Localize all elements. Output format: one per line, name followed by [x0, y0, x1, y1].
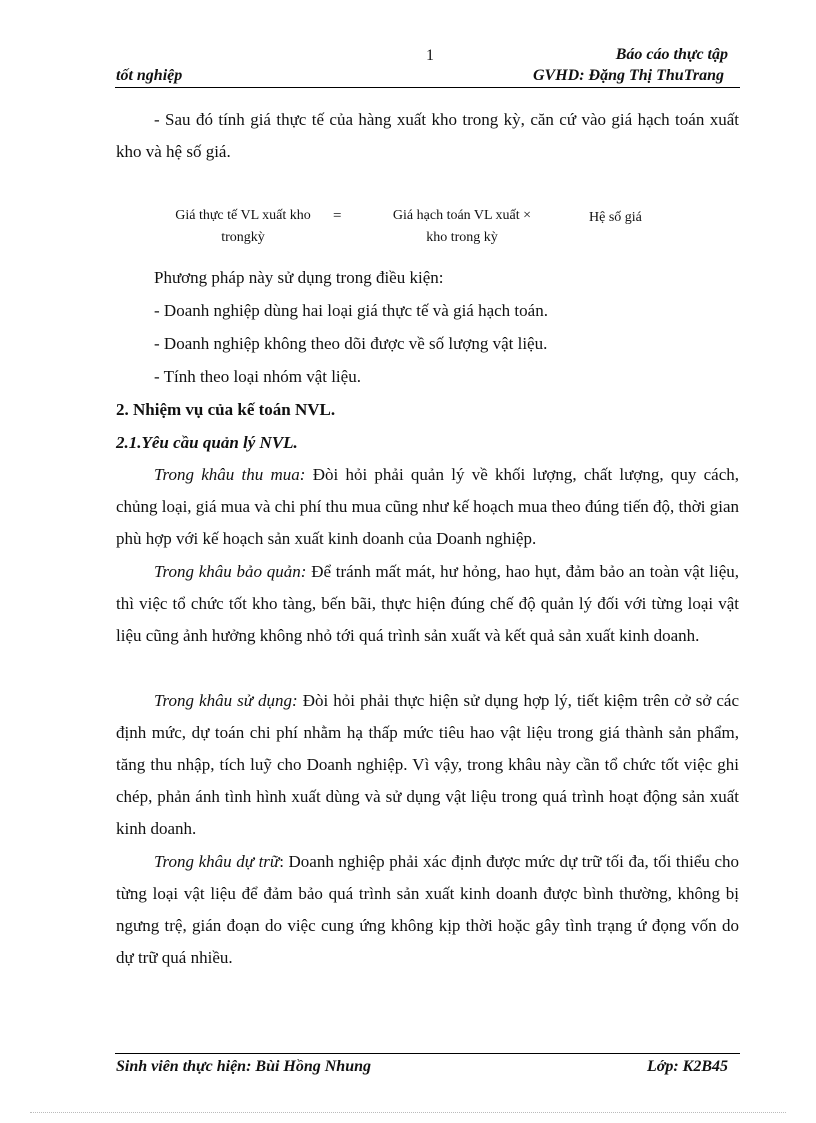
paragraph-usage-text: Đòi hỏi phải thực hiện sử dụng hợp lý, tiết kiệm trên cở sở các định mức, dự toán chi phí nhằm hạ thấp mức tiêu hao vật liệu trong giá thành sản phẩm, tăng thu nhập, tích luỹ cho Doanh nghiệp. Vì vậy, trong khâu này cần tổ chức tốt việc ghi chép, phản ánh tình hình xuất dùng và sử dụng vật liệu trong quá trình hoạt động sản xuất kinh doanh.	[116, 691, 739, 838]
condition-3: - Tính theo loại nhóm vật liệu.	[154, 367, 361, 386]
section-heading-2: 2. Nhiệm vụ của kế toán NVL.	[116, 400, 336, 419]
paragraph-reserve	[116, 846, 739, 974]
intro-paragraph: - Sau đó tính giá thực tế của hàng xuất kho trong kỳ, căn cứ vào giá hạch toán xuất kho và hệ số giá.	[116, 110, 739, 161]
paragraph-usage-lead: Trong khâu sử dụng:	[154, 691, 298, 710]
formula-middle	[376, 205, 548, 249]
formula-left-line2: trongkỳ	[221, 230, 265, 245]
bottom-dotted-line	[30, 1112, 786, 1113]
student-name: Sinh viên thực hiện: Bùi Hồng Nhung	[116, 1058, 371, 1075]
paragraph-storage-lead: Trong khâu bảo quản:	[154, 562, 307, 581]
condition-2: - Doanh nghiệp không theo dõi được về số lượng vật liệu.	[154, 334, 548, 353]
report-title-line2: tốt nghiệp	[116, 67, 183, 84]
paragraph-storage-text: Để tránh mất mát, hư hỏng, hao hụt, đảm bảo an toàn vật liệu, thì việc tổ chức tốt kho tàng, bến bãi, thực hiện đúng chế độ quản lý đối với từng loại vật liệu cũng ảnh hưởng không nhỏ tới quá trình sản xuất và kết quả sản xuất kinh doanh.	[116, 562, 739, 645]
report-title-line1: Báo cáo thực tập	[615, 46, 728, 63]
formula-mid-line2: kho trong kỳ	[426, 230, 498, 245]
paragraph-reserve-lead: Trong khâu dự trữ	[154, 852, 280, 871]
page-number: 1	[426, 47, 434, 64]
paragraph-reserve-text: : Doanh nghiệp phải xác định được mức dự trữ tối đa, tối thiểu cho từng loại vật liệu để đảm bảo quá trình sản xuất kinh doanh được bình thường, không bị ngưng trệ, gián đoạn do việc cung ứng không kịp thời hoặc gây tình trạng ứ đọng vốn do dự trữ quá nhiều.	[116, 852, 739, 967]
formula-equals: =	[333, 208, 342, 224]
supervisor-name: GVHD: Đặng Thị ThuTrang	[533, 67, 724, 84]
formula-left	[160, 205, 326, 249]
paragraph-purchasing-lead: Trong khâu thu mua:	[154, 465, 306, 484]
header-divider	[115, 87, 740, 88]
formula-right: Hệ số giá	[589, 210, 642, 225]
paragraph-purchasing-text: Đòi hỏi phải quản lý về khối lượng, chất lượng, quy cách, chủng loại, giá mua và chi phí thu mua cũng như kế hoạch mua theo đúng tiến độ, thời gian phù hợp với kế hoạch sản xuất kinh doanh của Doanh nghiệp.	[116, 465, 739, 548]
formula-mid-line1: Giá hạch toán VL xuất ×	[392, 208, 532, 223]
class-code: Lớp: K2B45	[646, 1058, 728, 1075]
formula	[0, 205, 816, 255]
condition-1: - Doanh nghiệp dùng hai loại giá thực tế và giá hạch toán.	[154, 301, 548, 320]
conditions-intro: Phương pháp này sử dụng trong điều kiện:	[154, 268, 444, 287]
footer-divider	[115, 1053, 740, 1054]
subsection-heading-2-1: 2.1.Yêu cầu quản lý NVL.	[116, 433, 298, 452]
paragraph-usage	[116, 685, 739, 845]
paragraph-storage	[116, 556, 739, 652]
paragraph-purchasing	[116, 459, 739, 555]
formula-left-line1: Giá thực tế VL xuất kho	[175, 208, 311, 223]
